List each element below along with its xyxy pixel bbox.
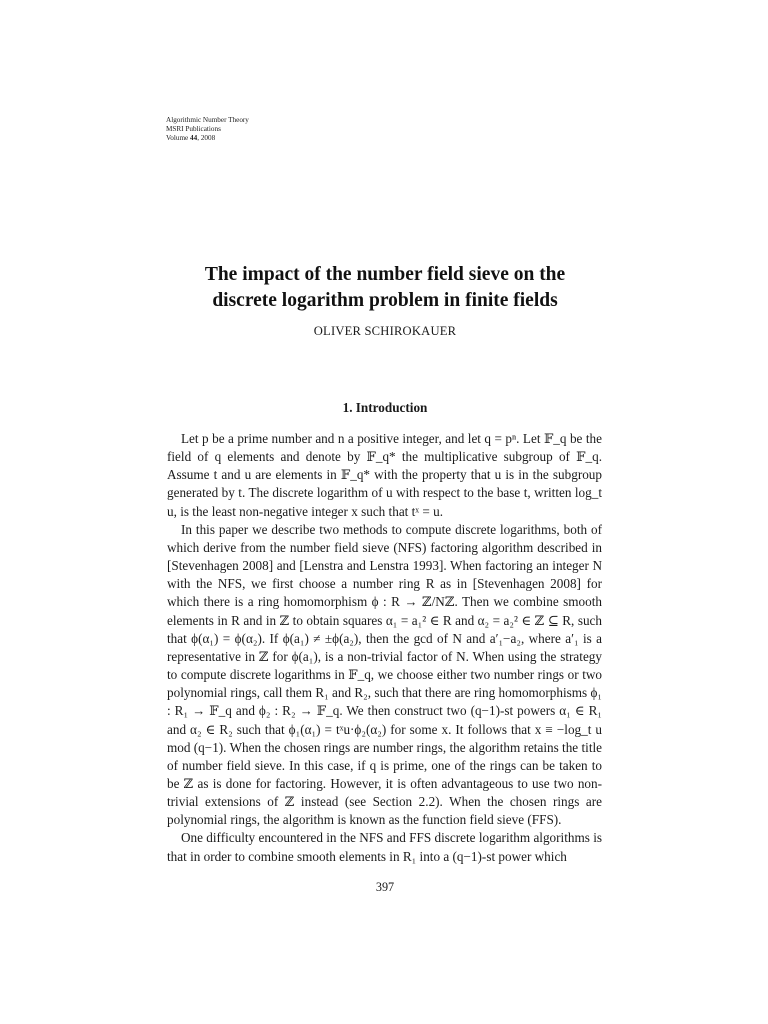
section-heading: 1. Introduction	[342, 400, 428, 415]
title-line-2: discrete logarithm problem in finite fields	[212, 290, 558, 311]
volume-number: 44	[190, 134, 198, 142]
journal-header	[166, 116, 249, 143]
journal-series: Algorithmic Number Theory	[166, 116, 249, 124]
volume-year: , 2008	[197, 134, 216, 142]
body-text	[167, 430, 602, 866]
page-number: 397	[375, 880, 395, 894]
journal-publisher: MSRI Publications	[166, 125, 221, 133]
author-name: OLIVER SCHIROKAUER	[313, 324, 457, 338]
title-line-1: The impact of the number field sieve on the	[204, 264, 566, 285]
paper-title	[120, 262, 650, 314]
paragraph-1: Let p be a prime number and n a positive integer, and let q = pⁿ. Let 𝔽_q be the field of q elements and denote by 𝔽_q* the multiplicative subgroup of 𝔽_q. Assume t and u are elements in 𝔽_q* with the property that u is in the subgroup generated by t. The discrete logarithm of u with respect to the base t, written log_t u, is the least non-negative integer x such that tˣ = u.	[167, 431, 602, 519]
paragraph-2: In this paper we describe two methods to compute discrete logarithms, both of which derive from the number field sieve (NFS) factoring algorithm described in [Stevenhagen 2008] and [Lenstra and Lenstra 1993]. When factoring an integer N with the NFS, we first choose a number ring R as in [Stevenhagen 2008] for which there is a ring homomorphism ϕ : R → ℤ/Nℤ. Then we combine smooth elements in R and in ℤ to obtain squares α₁ = a₁² ∈ R and α₂ = a₂² ∈ ℤ ⊆ R, such that ϕ(α₁) = ϕ(α₂). If ϕ(a₁) ≠ ±ϕ(a₂), then the gcd of N and a′₁−a₂, where a′₁ is a representative in ℤ for ϕ(a₁), is a non-trivial factor of N. When using the strategy to compute discrete logarithms in 𝔽_q, we choose either two number rings or two polynomial rings, call them R₁ and R₂, such that there are ring homomorphisms ϕ₁ : R₁ → 𝔽_q and ϕ₂ : R₂ → 𝔽_q. We then construct two (q−1)-st powers α₁ ∈ R₁ and α₂ ∈ R₂ such that ϕ₁(α₁) = tˣu·ϕ₂(α₂) for some x. It follows that x ≡ −log_t u mod (q−1). When the chosen rings are number rings, the algorithm retains the title of number field sieve. In this case, if q is prime, one of the rings can be taken to be ℤ as is done for factoring. However, it is often advantageous to use two non-trivial extensions of ℤ instead (see Section 2.2). When the chosen rings are polynomial rings, the algorithm is known as the function field sieve (FFS).	[167, 521, 602, 828]
volume-prefix: Volume	[166, 134, 191, 142]
paragraph-3: One difficulty encountered in the NFS and FFS discrete logarithm algorithms is that in order to combine smooth elements in R₁ into a (q−1)-st power which	[167, 830, 602, 864]
journal-volume	[166, 134, 249, 143]
